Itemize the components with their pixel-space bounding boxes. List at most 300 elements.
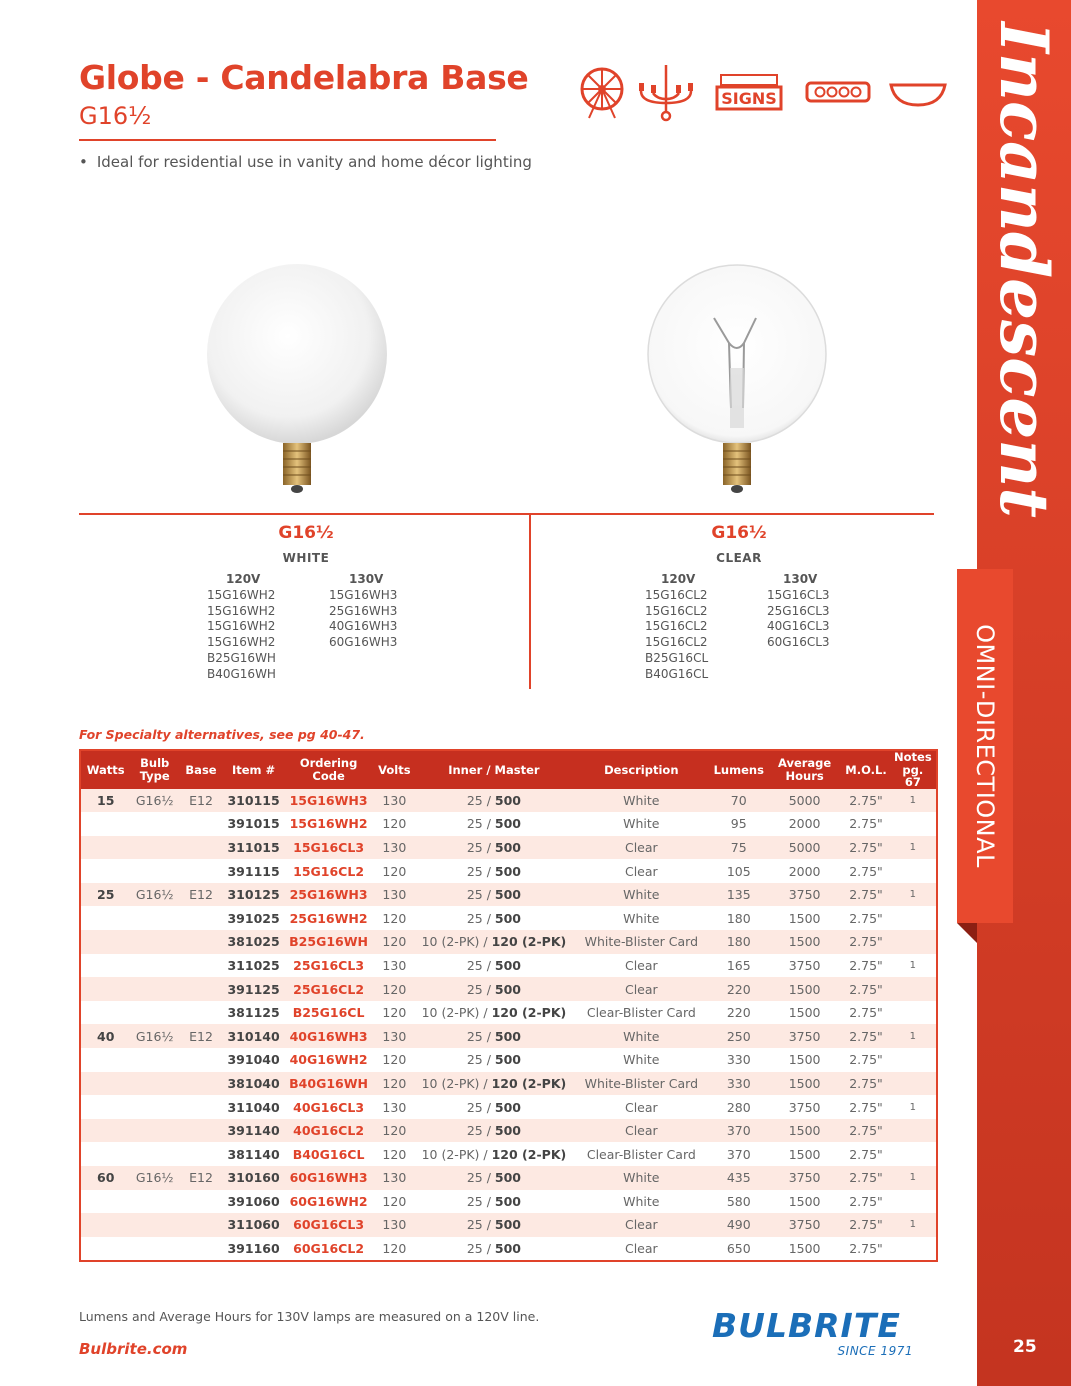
cell-code: 25G16WH3 (284, 883, 373, 907)
cell-watts (80, 1048, 130, 1072)
cell-volts: 120 (382, 1146, 407, 1162)
cell-watts: 40 (80, 1024, 130, 1048)
cell-desc: Clear-Blister Card (586, 1146, 696, 1162)
cell-inner-master: 10 (2-PK) / 120 (2-PK) (416, 930, 572, 954)
cell-item: 310140 (223, 1024, 284, 1048)
cell-note: 1 (890, 1024, 937, 1048)
col-header-120v: 120V (226, 572, 261, 586)
cell-code: 60G16WH2 (289, 1193, 368, 1209)
cell-hours: 1500 (788, 1146, 821, 1162)
cell-mol: 2.75" (849, 957, 883, 973)
brand-logo (712, 1306, 927, 1362)
cell-watts (80, 812, 130, 836)
cell-type: G16½ (130, 1024, 179, 1048)
cell-lumens: 75 (711, 836, 767, 860)
cell-watts (80, 1001, 130, 1025)
cell-volts: 120 (382, 1241, 407, 1257)
cell-type: G16½ (130, 789, 179, 813)
cell-code: 40G16WH3 (284, 1024, 373, 1048)
cell-item: 391040 (227, 1052, 280, 1068)
cell-lumens: 580 (726, 1193, 751, 1209)
cell-inner-master: 25 / 500 (466, 1241, 521, 1257)
table-row (80, 812, 937, 836)
cell-inner-master: 10 (2-PK) / 120 (2-PK) (416, 1072, 572, 1096)
ferris-wheel-icon (577, 65, 627, 120)
cell-watts (80, 1072, 130, 1096)
brand-tagline: SINCE 1971 (837, 1344, 913, 1358)
cell-watts (80, 859, 130, 883)
code-cell: 15G16CL3 (767, 587, 830, 602)
cell-type (130, 1001, 179, 1025)
variant-white-finish: WHITE (282, 551, 330, 565)
cell-type: G16½ (130, 1166, 179, 1190)
code-cell: 15G16WH2 (207, 587, 276, 602)
table-row (80, 1237, 937, 1262)
cell-base (179, 1213, 223, 1237)
cell-type (130, 930, 179, 954)
cell-code: 15G16WH3 (284, 789, 373, 813)
cell-note (890, 1119, 937, 1143)
cell-volts: 120 (373, 1119, 416, 1143)
cell-volts: 130 (373, 1024, 416, 1048)
cell-code: B40G16CL (292, 1146, 365, 1162)
cell-desc: Clear (572, 1119, 711, 1143)
cell-code: B25G16WH (284, 930, 373, 954)
cell-base (179, 1072, 223, 1096)
cell-note: 1 (909, 959, 917, 971)
table-row (80, 789, 937, 813)
cell-desc: White (572, 789, 711, 813)
cell-code: B40G16WH (284, 1072, 373, 1096)
table-row (80, 1024, 937, 1048)
cell-mol: 2.75" (842, 1024, 889, 1048)
cell-mol: 2.75" (842, 1119, 889, 1143)
cell-type (130, 1048, 179, 1072)
white-globe-bulb-image (204, 258, 390, 500)
cell-inner-master: 25 / 500 (466, 1052, 521, 1068)
category-title: Incandescent (985, 22, 1063, 518)
cell-volts: 120 (382, 816, 407, 832)
cell-base (179, 1237, 223, 1262)
cell-type (130, 859, 179, 883)
code-cell: 25G16WH3 (329, 603, 398, 618)
cell-base: E12 (179, 789, 223, 813)
cell-volts: 120 (373, 977, 416, 1001)
variant-rule (79, 513, 934, 515)
cell-volts: 120 (382, 1052, 407, 1068)
col-header-120v: 120V (661, 572, 696, 586)
cell-desc: White (623, 910, 660, 926)
code-cell: 40G16CL3 (767, 619, 830, 634)
specialty-note: For Specialty alternatives, see pg 40-47. (79, 727, 365, 742)
cell-inner-master: 25 / 500 (466, 1193, 521, 1209)
cell-volts: 130 (373, 883, 416, 907)
cell-item: 311015 (223, 836, 284, 860)
cell-desc: Clear (624, 1241, 658, 1257)
cell-lumens: 330 (711, 1072, 767, 1096)
application-icons (577, 63, 947, 123)
table-row (80, 1166, 937, 1190)
cell-desc: Clear (572, 836, 711, 860)
cell-type (130, 1072, 179, 1096)
code-cell: B25G16CL (645, 650, 709, 665)
code-cell: B40G16CL (645, 666, 709, 681)
cell-inner-master: 25 / 500 (416, 1024, 572, 1048)
table-row (80, 1001, 937, 1025)
cell-mol: 2.75" (849, 1052, 883, 1068)
cell-lumens: 180 (711, 930, 767, 954)
cell-type (130, 1119, 179, 1143)
col-volts: Volts (373, 750, 416, 789)
cell-note (890, 1237, 937, 1262)
cell-item: 381140 (227, 1146, 280, 1162)
cell-item: 391025 (227, 910, 280, 926)
cell-base (179, 1001, 223, 1025)
cell-watts: 15 (80, 789, 130, 813)
cell-hours: 3750 (767, 1213, 842, 1237)
cell-base: E12 (179, 1166, 223, 1190)
cell-note (890, 1190, 937, 1214)
cell-lumens: 490 (711, 1213, 767, 1237)
col-base: Base (179, 750, 223, 789)
cell-inner-master: 25 / 500 (416, 836, 572, 860)
cell-desc: Clear (624, 863, 658, 879)
variant-clear-columns (645, 572, 830, 683)
cell-lumens: 280 (726, 1099, 751, 1115)
cell-desc: White-Blister Card (572, 1072, 711, 1096)
cell-watts (80, 1190, 130, 1214)
cell-type (130, 1142, 179, 1166)
page-title: Globe - Candelabra Base (79, 58, 529, 97)
cell-desc: White (572, 1166, 711, 1190)
cell-watts (80, 1213, 130, 1237)
cell-volts: 120 (382, 1193, 407, 1209)
cell-code: 60G16WH3 (284, 1166, 373, 1190)
cell-note (890, 859, 937, 883)
code-cell: B40G16WH (207, 666, 276, 681)
cell-desc: Clear (624, 957, 658, 973)
cell-desc: White (623, 1193, 660, 1209)
cell-base (179, 859, 223, 883)
cell-item: 310115 (223, 789, 284, 813)
cell-base (179, 1142, 223, 1166)
chandelier-icon (635, 63, 697, 123)
cell-hours: 2000 (788, 863, 821, 879)
variant-white-120v (207, 572, 329, 683)
cell-code: 25G16CL3 (293, 957, 365, 973)
cell-desc: Clear (572, 1213, 711, 1237)
cell-mol: 2.75" (842, 977, 889, 1001)
cell-volts: 120 (382, 1005, 407, 1021)
cell-volts: 130 (382, 957, 407, 973)
cell-volts: 130 (373, 789, 416, 813)
code-cell: 25G16CL3 (767, 603, 830, 618)
cell-inner-master: 25 / 500 (416, 1119, 572, 1143)
cell-volts: 120 (373, 1072, 416, 1096)
cell-base (179, 1119, 223, 1143)
variant-clear-finish: CLEAR (716, 551, 762, 565)
cell-type (130, 954, 179, 978)
cell-watts (80, 1119, 130, 1143)
cell-watts (80, 1095, 130, 1119)
variant-white-title: G16½ (278, 523, 334, 543)
cell-lumens: 650 (726, 1241, 751, 1257)
table-row (80, 977, 937, 1001)
variant-white-columns (207, 572, 397, 683)
variant-clear-120v (645, 572, 767, 683)
cell-code: 40G16CL3 (293, 1099, 365, 1115)
cell-lumens: 220 (711, 977, 767, 1001)
cell-note (890, 977, 937, 1001)
cell-base (179, 930, 223, 954)
cell-type (130, 1190, 179, 1214)
cell-item: 381040 (223, 1072, 284, 1096)
cell-mol: 2.75" (842, 836, 889, 860)
cell-lumens: 135 (711, 883, 767, 907)
cell-hours: 1500 (788, 1241, 821, 1257)
table-header-row (80, 750, 937, 789)
cell-inner-master: 25 / 500 (466, 816, 521, 832)
code-cell: 15G16CL2 (645, 603, 708, 618)
cell-mol: 2.75" (849, 1146, 883, 1162)
cell-base: E12 (179, 883, 223, 907)
table-row (80, 1213, 937, 1237)
cell-watts (80, 1237, 130, 1262)
cell-volts: 130 (373, 836, 416, 860)
cell-lumens: 220 (726, 1005, 751, 1021)
cell-item: 311040 (227, 1099, 280, 1115)
cell-lumens: 70 (711, 789, 767, 813)
col-lumens: Lumens (711, 750, 767, 789)
cell-inner-master: 25 / 500 (416, 1213, 572, 1237)
table-row (80, 954, 937, 978)
cell-note (890, 906, 937, 930)
cell-volts: 130 (373, 1166, 416, 1190)
bowl-fixture-icon (889, 81, 947, 107)
code-cell: 15G16WH3 (329, 587, 398, 602)
cell-code: 60G16CL3 (284, 1213, 373, 1237)
code-cell: 15G16WH2 (207, 603, 276, 618)
code-cell: B25G16WH (207, 650, 276, 665)
cell-hours: 1500 (767, 930, 842, 954)
cell-lumens: 105 (726, 863, 751, 879)
cell-lumens: 250 (711, 1024, 767, 1048)
cell-volts: 120 (382, 863, 407, 879)
table-row (80, 1072, 937, 1096)
cell-base (179, 1190, 223, 1214)
table-row (80, 859, 937, 883)
code-cell: 15G16CL2 (645, 635, 708, 650)
cell-mol: 2.75" (849, 1005, 883, 1021)
cell-desc: White (572, 883, 711, 907)
col-header-130v: 130V (349, 572, 384, 586)
cell-watts (80, 930, 130, 954)
cell-mol: 2.75" (842, 883, 889, 907)
cell-mol: 2.75" (849, 1099, 883, 1115)
variant-white-130v (329, 572, 397, 683)
cell-hours: 3750 (767, 883, 842, 907)
cell-hours: 1500 (788, 1005, 821, 1021)
cell-code: 15G16CL3 (284, 836, 373, 860)
cell-item: 381125 (227, 1005, 280, 1021)
cell-base (179, 906, 223, 930)
variant-clear (529, 523, 949, 565)
cell-hours: 3750 (788, 957, 821, 973)
cell-note (890, 812, 937, 836)
cell-code: 25G16WH2 (289, 910, 368, 926)
col-notes: Notes pg. 67 (890, 750, 937, 789)
cell-note (890, 1072, 937, 1096)
cell-mol: 2.75" (842, 1213, 889, 1237)
footnote: Lumens and Average Hours for 130V lamps are measured on a 120V line. (79, 1309, 540, 1324)
cell-hours: 1500 (788, 1193, 821, 1209)
code-cell: 60G16CL3 (767, 635, 830, 650)
cell-watts: 60 (80, 1166, 130, 1190)
cell-hours: 1500 (788, 910, 821, 926)
table-row (80, 836, 937, 860)
cell-desc: Clear-Blister Card (586, 1005, 696, 1021)
cell-lumens: 165 (726, 957, 751, 973)
section-tab-label: OMNI-DIRECTIONAL (971, 624, 999, 868)
cell-mol: 2.75" (842, 789, 889, 813)
cell-lumens: 330 (726, 1052, 751, 1068)
cell-code: 25G16CL2 (284, 977, 373, 1001)
cell-note (890, 1048, 937, 1072)
col-ordering-code: Ordering Code (284, 750, 373, 789)
cell-item: 310160 (223, 1166, 284, 1190)
cell-watts (80, 977, 130, 1001)
cell-item: 391015 (227, 816, 280, 832)
page-subtitle: G16½ (79, 102, 152, 130)
cell-item: 391140 (223, 1119, 284, 1143)
cell-inner-master: 25 / 500 (416, 1166, 572, 1190)
cell-mol: 2.75" (842, 930, 889, 954)
cell-base (179, 1048, 223, 1072)
cell-base (179, 1095, 223, 1119)
cell-watts (80, 1142, 130, 1166)
cell-base: E12 (179, 1024, 223, 1048)
col-bulb-type: Bulb Type (130, 750, 179, 789)
clear-globe-bulb-image (644, 258, 830, 500)
cell-type (130, 1237, 179, 1262)
cell-type (130, 977, 179, 1001)
cell-hours: 2000 (788, 816, 821, 832)
cell-volts: 130 (373, 1213, 416, 1237)
cell-code: 40G16CL2 (284, 1119, 373, 1143)
table-row (80, 883, 937, 907)
cell-hours: 5000 (767, 836, 842, 860)
product-table (79, 749, 938, 1262)
cell-note: 1 (890, 836, 937, 860)
cell-code: 15G16WH2 (289, 816, 368, 832)
vanity-strip-icon (805, 81, 871, 103)
signs-icon (715, 73, 783, 111)
cell-inner-master: 25 / 500 (466, 957, 521, 973)
cell-volts: 130 (382, 1099, 407, 1115)
cell-inner-master: 25 / 500 (466, 1099, 521, 1115)
cell-item: 391160 (227, 1241, 280, 1257)
website-link[interactable]: Bulbrite.com (79, 1340, 188, 1358)
table-row (80, 1095, 937, 1119)
cell-inner-master: 25 / 500 (466, 863, 521, 879)
brand-wordmark: BULBRITE (712, 1306, 901, 1345)
cell-note: 1 (890, 1213, 937, 1237)
cell-hours: 1500 (767, 1072, 842, 1096)
col-average-hours: Average Hours (767, 750, 842, 789)
code-cell: 40G16WH3 (329, 619, 398, 634)
col-header-130v: 130V (783, 572, 818, 586)
cell-hours: 1500 (767, 1119, 842, 1143)
cell-desc: White (623, 816, 660, 832)
cell-desc: Clear (624, 1099, 658, 1115)
cell-inner-master: 25 / 500 (416, 883, 572, 907)
cell-note: 1 (890, 883, 937, 907)
cell-volts: 120 (373, 930, 416, 954)
cell-code: 40G16WH2 (289, 1052, 368, 1068)
col-mol: M.O.L. (842, 750, 889, 789)
cell-desc: White (572, 1024, 711, 1048)
cell-note: 1 (909, 1101, 917, 1113)
cell-note (890, 930, 937, 954)
code-cell: 15G16CL2 (645, 587, 708, 602)
signs-icon-label: SIGNS (721, 89, 777, 108)
table-row (80, 1119, 937, 1143)
col-description: Description (572, 750, 711, 789)
cell-hours: 3750 (767, 1166, 842, 1190)
cell-type (130, 836, 179, 860)
cell-inner-master: 25 / 500 (466, 910, 521, 926)
cell-mol: 2.75" (849, 1193, 883, 1209)
code-cell: 15G16WH2 (207, 635, 276, 650)
cell-inner-master: 25 / 500 (416, 977, 572, 1001)
cell-inner-master: 10 (2-PK) / 120 (2-PK) (421, 1005, 567, 1021)
cell-watts: 25 (80, 883, 130, 907)
cell-hours: 1500 (767, 977, 842, 1001)
table-row (80, 930, 937, 954)
cell-mol: 2.75" (849, 910, 883, 926)
col-watts: Watts (80, 750, 130, 789)
cell-watts (80, 906, 130, 930)
table-row (80, 1048, 937, 1072)
variant-white (96, 523, 516, 565)
cell-mol: 2.75" (842, 1072, 889, 1096)
cell-code: 60G16CL2 (293, 1241, 365, 1257)
variant-clear-title: G16½ (711, 523, 767, 543)
cell-lumens: 435 (711, 1166, 767, 1190)
table-row (80, 906, 937, 930)
cell-lumens: 370 (711, 1119, 767, 1143)
cell-type (130, 812, 179, 836)
cell-hours: 1500 (788, 1052, 821, 1068)
cell-lumens: 180 (726, 910, 751, 926)
cell-lumens: 370 (726, 1146, 751, 1162)
page-number: 25 (1013, 1337, 1037, 1357)
cell-hours: 3750 (788, 1099, 821, 1115)
cell-desc: White (623, 1052, 660, 1068)
cell-code: 15G16CL2 (293, 863, 365, 879)
code-cell: 60G16WH3 (329, 635, 398, 650)
cell-hours: 5000 (767, 789, 842, 813)
cell-item: 391125 (223, 977, 284, 1001)
table-row (80, 1190, 937, 1214)
cell-watts (80, 954, 130, 978)
cell-inner-master: 25 / 500 (416, 789, 572, 813)
cell-watts (80, 836, 130, 860)
cell-type (130, 906, 179, 930)
feature-bullet: • Ideal for residential use in vanity and home décor lighting (79, 153, 532, 171)
table-row (80, 1142, 937, 1166)
code-cell: 15G16CL2 (645, 619, 708, 634)
